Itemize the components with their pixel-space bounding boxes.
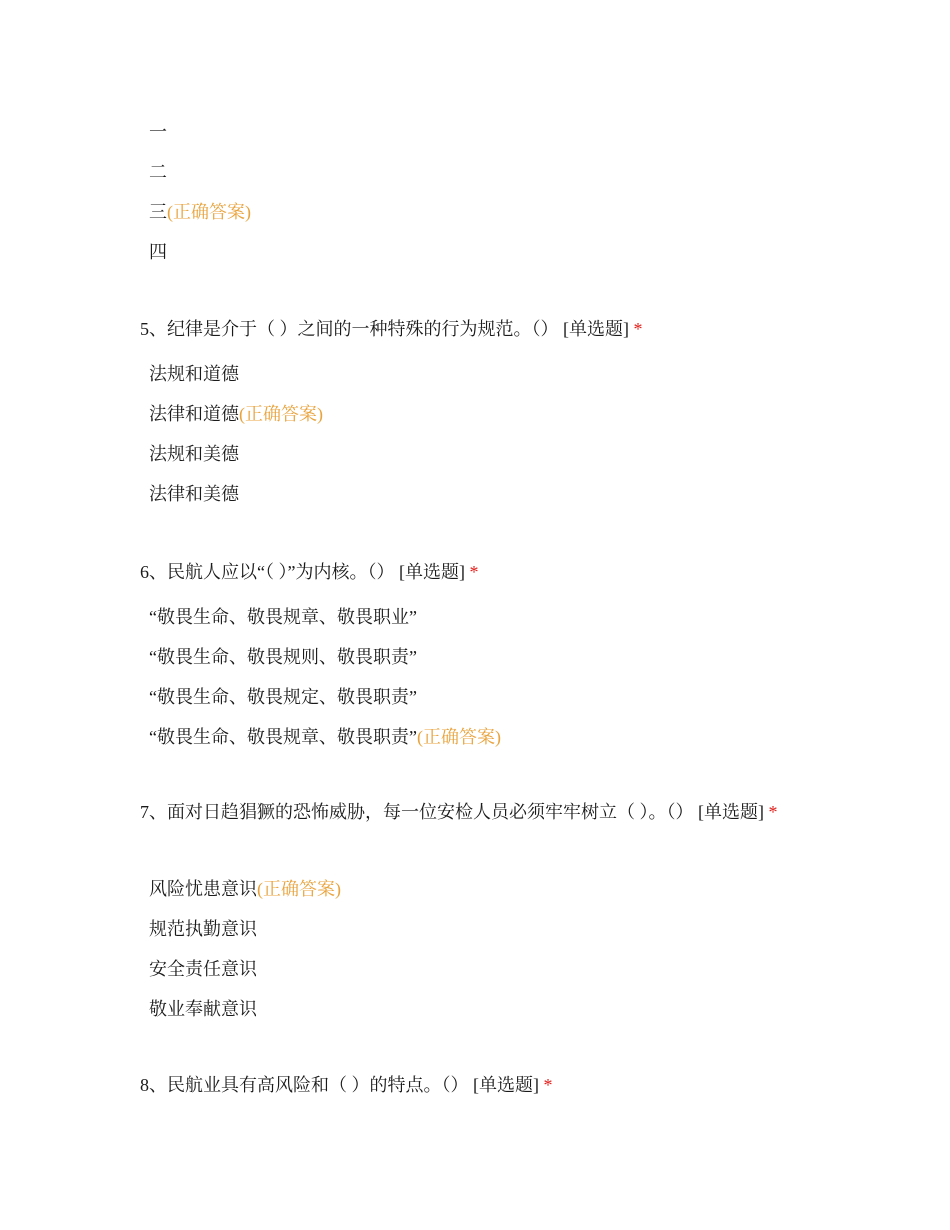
q5-option-4: 法律和美德 — [149, 484, 239, 504]
correct-answer-tag: (正确答案) — [167, 202, 251, 222]
q7-option-1: 风险忧患意识(正确答案) — [149, 879, 341, 899]
correct-answer-tag: (正确答案) — [416, 727, 501, 747]
required-asterisk: * — [543, 1075, 553, 1095]
question-7: 7、面对日趋猖獗的恐怖威胁，每一位安检人员必须牢牢树立（ ）。（） [单选题] * — [140, 802, 778, 822]
q4-option-1: 一 — [149, 122, 167, 142]
q5-option-3: 法规和美德 — [149, 444, 239, 464]
question-5: 5、纪律是介于（ ）之间的一种特殊的行为规范。（） [单选题] * — [140, 319, 643, 339]
question-6: 6、民航人应以“（ ）”为内核。（） [单选题] * — [140, 562, 479, 582]
q6-option-3: “敬畏生命、敬畏规定、敬畏职责” — [149, 687, 417, 707]
q6-option-1: “敬畏生命、敬畏规章、敬畏职业” — [149, 607, 417, 627]
q5-option-1: 法规和道德 — [149, 364, 239, 384]
q4-option-3: 三(正确答案) — [149, 202, 251, 222]
q4-option-4: 四 — [149, 242, 167, 262]
q4-option-2: 二 — [149, 162, 167, 182]
question-8: 8、民航业具有高风险和（ ）的特点。（） [单选题] * — [140, 1075, 553, 1095]
q7-option-2: 规范执勤意识 — [149, 919, 257, 939]
required-asterisk: * — [768, 802, 778, 822]
q5-option-2: 法律和道德(正确答案) — [149, 404, 323, 424]
q7-option-4: 敬业奉献意识 — [149, 999, 257, 1019]
required-asterisk: * — [633, 319, 643, 339]
correct-answer-tag: (正确答案) — [257, 879, 341, 899]
q7-option-3: 安全责任意识 — [149, 959, 257, 979]
required-asterisk: * — [469, 562, 479, 582]
q6-option-2: “敬畏生命、敬畏规则、敬畏职责” — [149, 647, 417, 667]
correct-answer-tag: (正确答案) — [239, 404, 323, 424]
q6-option-4: “敬畏生命、敬畏规章、敬畏职责”(正确答案) — [149, 727, 501, 747]
